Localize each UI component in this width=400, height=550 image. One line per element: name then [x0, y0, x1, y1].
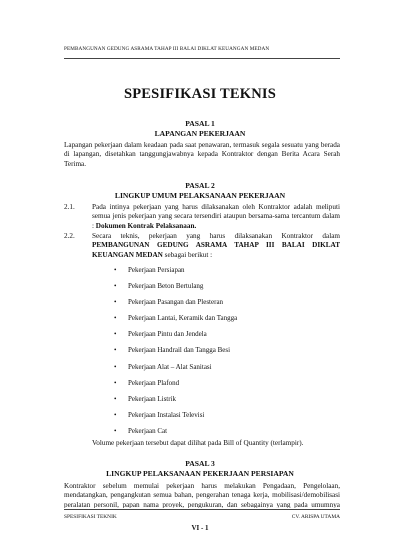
bullet-icon: •: [114, 266, 117, 274]
footer-divider: [64, 509, 340, 510]
bullet-icon: •: [114, 410, 117, 419]
footer-right-text: CV. ARISPA UTAMA: [291, 514, 340, 520]
item-2-1-bold: Dokumen Kontrak Pelaksanaan.: [95, 221, 197, 230]
item-2-1-body: Pada intinya pekerjaan yang harus dilaksanakan oleh Kontraktor adalah meliputi semua jenis pekerjaan yang secara tersendiri ataupun bersama-sama tercantum dalam :: [92, 203, 340, 230]
bullet-icon: •: [114, 314, 117, 323]
bullet-icon: •: [114, 346, 117, 355]
item-2-1-number: 2.1.: [64, 203, 75, 211]
list-item: • Pekerjaan Handrail dan Tangga Besi: [114, 346, 231, 355]
bullet-icon: •: [114, 330, 117, 339]
pasal-1-body: Lapangan pekerjaan dalam keadaan pada saat penawaran, termasuk segala sesuatu yang berada di lapangan, disetahkan tanggungjawabnya kepada Kontraktor dengan Berita Acara Serah Terima.: [64, 141, 340, 168]
pasal-3-number: PASAL 3: [185, 459, 215, 468]
list-item: • Pekerjaan Plafond: [114, 378, 180, 387]
work-items-list: [114, 266, 237, 443]
list-item: • Pekerjaan Pasangan dan Plesteran: [114, 298, 224, 307]
bullet-icon: •: [114, 394, 117, 403]
pasal-1-number: PASAL 1: [185, 119, 215, 128]
item-2-2-body: Secara teknis, pekerjaan yang harus dilaksanakan Kontraktor dalam: [92, 232, 340, 240]
item-2-1-text: [92, 203, 340, 231]
list-item: • Pekerjaan Beton Bertulang: [114, 282, 204, 291]
bullet-icon: •: [114, 298, 117, 307]
list-item: • Pekerjaan Alat – Alat Sanitasi: [114, 362, 212, 371]
list-item: • Pekerjaan Lantai, Keramik dan Tangga: [114, 314, 238, 323]
list-item: • Pekerjaan Listrik: [114, 394, 177, 403]
pasal-3-heading: LINGKUP PELAKSANAAN PEKERJAAN PERSIAPAN: [106, 469, 294, 478]
item-2-2-number: 2.2.: [64, 232, 75, 240]
running-header: PEMBANGUNAN GEDUNG ASRAMA TAHAP III BALAI DIKLAT KEUANGAN MEDAN: [64, 46, 270, 52]
volume-note: Volume pekerjaan tersebut dapat dilihat pada Bill of Quantity (terlampir).: [92, 439, 304, 447]
bullet-icon: •: [114, 426, 117, 435]
list-item: • Pekerjaan Pintu dan Jendela: [114, 330, 207, 339]
pasal-3-body: Kontraktor sebelum memulai pekerjaan harus melakukan Pengadaan, Pengelolaan, mendatangkan, pengangkutan semua bahan, pengerahan tenaga kerja, mobilisasi/demobilisasi peralatan personil, papan nama proyek, pengukuran, dan sebagainya yang pada umumnya: [64, 482, 340, 508]
document-title: SPESIFIKASI TEKNIS: [123, 86, 277, 102]
header-divider: [64, 58, 340, 59]
pasal-2-heading: LINGKUP UMUM PELAKSANAAN PEKERJAAN: [114, 191, 286, 200]
footer-left-text: SPESIFIKASI TEKNIK: [64, 514, 117, 520]
item-2-2-bold: PEMBANGUNAN GEDUNG ASRAMA TAHAP III BALAI DIKLAT KEUANGAN MEDAN: [92, 241, 340, 259]
bullet-icon: •: [114, 378, 117, 387]
page-number: VI - 1: [191, 524, 209, 532]
list-item: • Pekerjaan Instalasi Televisi: [114, 410, 205, 419]
pasal-2-number: PASAL 2: [185, 181, 215, 190]
item-2-2-text: [92, 232, 340, 260]
list-item: • Pekerjaan Persiapan: [114, 266, 185, 274]
item-2-2-tail: sebagai berikut :: [164, 250, 213, 259]
pasal-1-heading: LAPANGAN PEKERJAAN: [154, 129, 246, 138]
bullet-icon: •: [114, 362, 117, 371]
bullet-icon: •: [114, 282, 117, 291]
list-item: • Pekerjaan Cat: [114, 426, 168, 435]
